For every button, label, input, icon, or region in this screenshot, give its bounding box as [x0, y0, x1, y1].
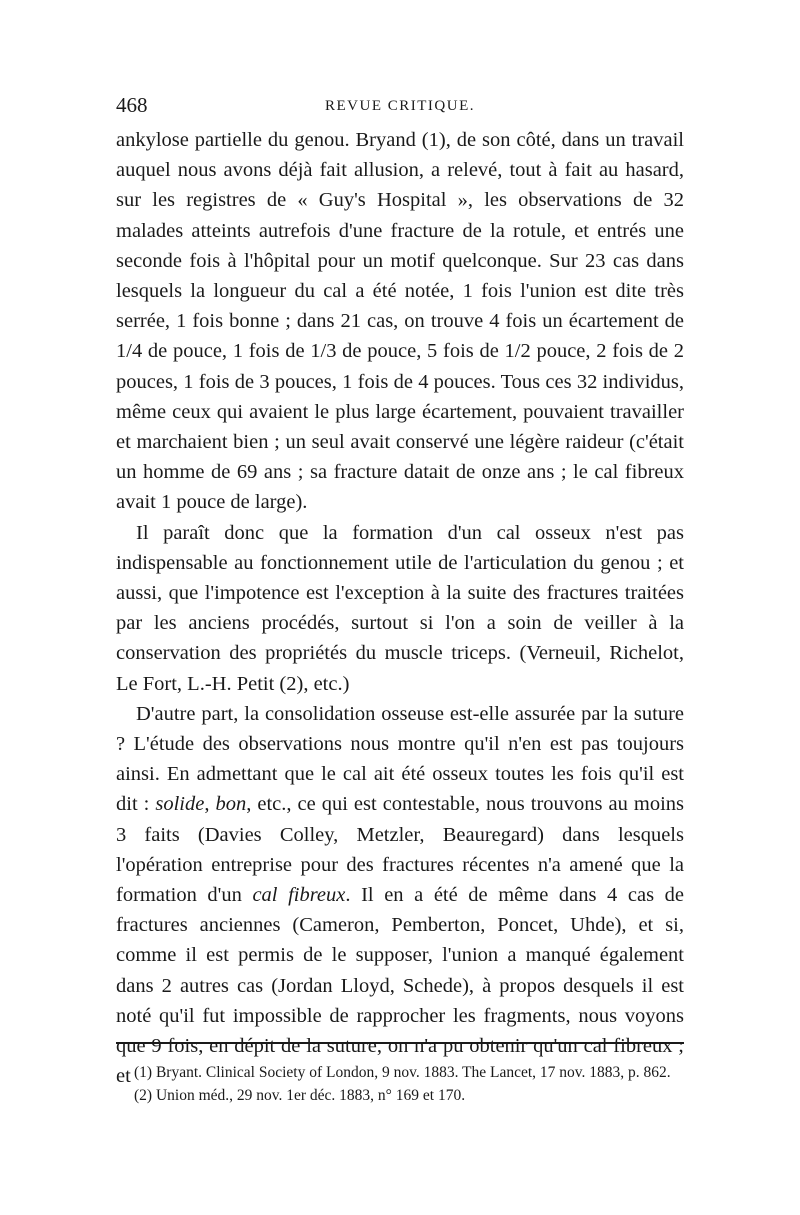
- page-number: 468: [116, 93, 148, 117]
- paragraph-3-part-4: . Il en a été de même dans 4 cas de fractures anciennes (Cameron, Pemberton, Poncet, Uhde), et si, comme il est permis de le supposer, l'union a manqué également dans 2 autres cas (Jordan Lloyd, Schede), à propos desquels il est noté qu'il fut impossible de rapprocher les fragments, nous voyons que 9 fois, en dépit de la suture, on n'a pu obtenir qu'un cal fibreux ; et: [116, 884, 684, 1088]
- italic-solide: solide: [155, 793, 205, 816]
- italic-bon: bon: [215, 793, 247, 816]
- paragraph-3-part-1: D'autre part, la consolidation osseuse est-elle assurée par la suture ? L'étude des observations nous montre qu'il n'en est pas toujours ainsi. En admettant que le cal ait été osseux toutes les fois qu'il est dit :: [116, 702, 684, 816]
- paragraph-3: [116, 699, 684, 1092]
- paragraph-1: ankylose partielle du genou. Bryand (1), de son côté, dans un travail auquel nous avons déjà fait allusion, a relevé, tout à fait au hasard, sur les registres de « Guy's Hospital », les observations de 32 malades atteints autrefois d'une fracture de la rotule, et entrés une seconde fois à l'hôpital pour un motif quelconque. Sur 23 cas dans lesquels la longueur du cal a été notée, 1 fois l'union est dite très serrée, 1 fois bonne ; dans 21 cas, on trouve 4 fois un écartement de 1/4 de pouce, 1 fois de 1/3 de pouce, 5 fois de 1/2 pouce, 2 fois de 2 pouces, 1 fois de 3 pouces, 1 fois de 4 pouces. Tous ces 32 individus, même ceux qui avaient le plus large écartement, pouvaient travailler et marchaient bien ; un seul avait conservé une légère raideur (c'était un homme de 69 ans ; sa fracture datait de onze ans ; le cal fibreux avait 1 pouce de large).: [116, 129, 684, 514]
- paragraph-2: Il paraît donc que la formation d'un cal osseux n'est pas indispensable au fonctionnement utile de l'articulation du genou ; et aussi, que l'impotence est l'exception à la suite des fractures traitées par les anciens procédés, surtout si l'on a soin de veiller à la conservation des propriétés du muscle triceps. (Verneuil, Richelot, Le Fort, L.-H. Petit (2), etc.): [116, 521, 684, 695]
- paragraph-3-part-3: , etc., ce qui est contestable, nous trouvons au moins 3 faits (Davies Colley, Metzler, Beauregard) dans lesquels l'opération entreprise pour des fractures récentes n'a amené que la formation d'un: [116, 793, 685, 907]
- running-title: REVUE CRITIQUE.: [325, 98, 475, 114]
- paragraph-3-part-2: ,: [204, 793, 216, 816]
- body-text: [116, 125, 684, 1092]
- footnote-divider: [116, 1042, 684, 1044]
- footnote-2: (2) Union méd., 29 nov. 1er déc. 1883, n° 169 et 170.: [134, 1086, 466, 1104]
- footnote-1: (1) Bryant. Clinical Society of London, 9 nov. 1883. The Lancet, 17 nov. 1883, p. 862.: [134, 1064, 671, 1081]
- footnotes: [116, 1062, 684, 1107]
- italic-cal-fibreux: cal fibreux: [252, 884, 346, 907]
